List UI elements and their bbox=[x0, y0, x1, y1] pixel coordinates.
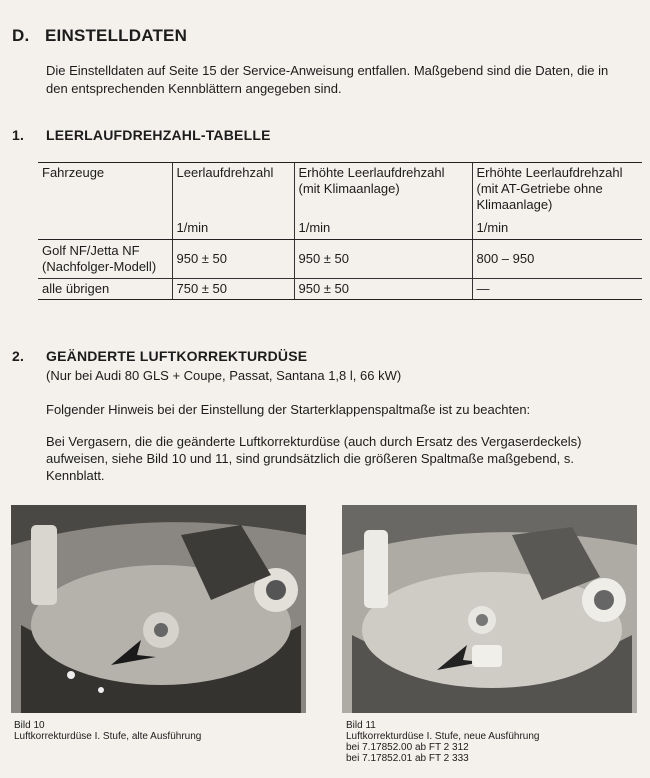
table-cell: 950 ± 50 bbox=[294, 279, 472, 300]
paragraph-carburetor: Bei Vergasern, die die geänderte Luftkorrekturdüse (auch durch Ersatz des Vergaserdeckels) aufweisen, siehe Bild 10 und 11, sind grundsätzlich die größeren Spaltmaße maßgebend, s. Kennblatt. bbox=[46, 434, 582, 483]
figure-11-photo bbox=[342, 505, 637, 713]
subsection-2-heading bbox=[12, 348, 308, 364]
table-cell: 750 ± 50 bbox=[172, 279, 294, 300]
subsection-1-title: LEERLAUFDREHZAHL-TABELLE bbox=[46, 127, 271, 143]
paragraph-note: Folgender Hinweis bei der Einstellung der Starterklappenspaltmaße ist zu beachten: bbox=[46, 402, 531, 417]
figure-10-photo bbox=[11, 505, 306, 713]
header-unit: 1/min bbox=[298, 220, 331, 235]
subsection-2-number: 2. bbox=[12, 348, 25, 364]
header-idle-at: Erhöhte Leerlaufdrehzahl (mit AT-Getriebe ohne Klimaanlage) 1/min bbox=[472, 163, 642, 240]
subsection-2-subtitle: (Nur bei Audi 80 GLS + Coupe, Passat, Santana 1,8 l, 66 kW) bbox=[46, 368, 402, 383]
table-cell: 950 ± 50 bbox=[294, 240, 472, 279]
figure-10-label: Bild 10 bbox=[14, 720, 45, 731]
figure-11-caption bbox=[346, 720, 539, 764]
figure-10-caption bbox=[14, 720, 201, 742]
caption-line: Luftkorrekturdüse I. Stufe, neue Ausführung bbox=[346, 731, 540, 742]
header-unit: 1/min bbox=[476, 220, 509, 235]
table-cell: 950 ± 50 bbox=[172, 240, 294, 279]
figure-11-label: Bild 11 bbox=[346, 720, 376, 731]
table-header-row bbox=[38, 163, 642, 240]
idle-speed-table bbox=[38, 162, 642, 300]
header-idle-ac: Erhöhte Leerlaufdrehzahl (mit Klimaanlage) 1/min bbox=[294, 163, 472, 240]
table-row bbox=[38, 279, 642, 300]
subsection-1-heading bbox=[12, 127, 271, 143]
table-cell: — bbox=[472, 279, 642, 300]
section-title: EINSTELLDATEN bbox=[45, 26, 188, 45]
section-label: D. bbox=[12, 26, 30, 45]
caption-line: Luftkorrekturdüse I. Stufe, alte Ausführung bbox=[14, 731, 202, 742]
table-cell: alle übrigen bbox=[38, 279, 172, 300]
table-row bbox=[38, 240, 642, 279]
header-idle-speed: Leerlaufdrehzahl 1/min bbox=[172, 163, 294, 240]
header-vehicles: Fahrzeuge bbox=[38, 163, 172, 240]
table-cell: 800 – 950 bbox=[472, 240, 642, 279]
intro-paragraph: Die Einstelldaten auf Seite 15 der Service-Anweisung entfallen. Maßgebend sind die Daten, die in den entsprechenden Kennblättern angegeben sind. bbox=[46, 63, 609, 96]
caption-line: bei 7.17852.00 ab FT 2 312 bbox=[346, 742, 469, 753]
subsection-2-title: GEÄNDERTE LUFTKORREKTURDÜSE bbox=[46, 348, 308, 364]
table-cell: Golf NF/Jetta NF (Nachfolger-Modell) bbox=[38, 240, 172, 279]
caption-line: bei 7.17852.01 ab FT 2 333 bbox=[346, 753, 469, 764]
section-heading bbox=[12, 26, 187, 46]
header-unit: 1/min bbox=[176, 220, 209, 235]
subsection-1-number: 1. bbox=[12, 127, 25, 143]
